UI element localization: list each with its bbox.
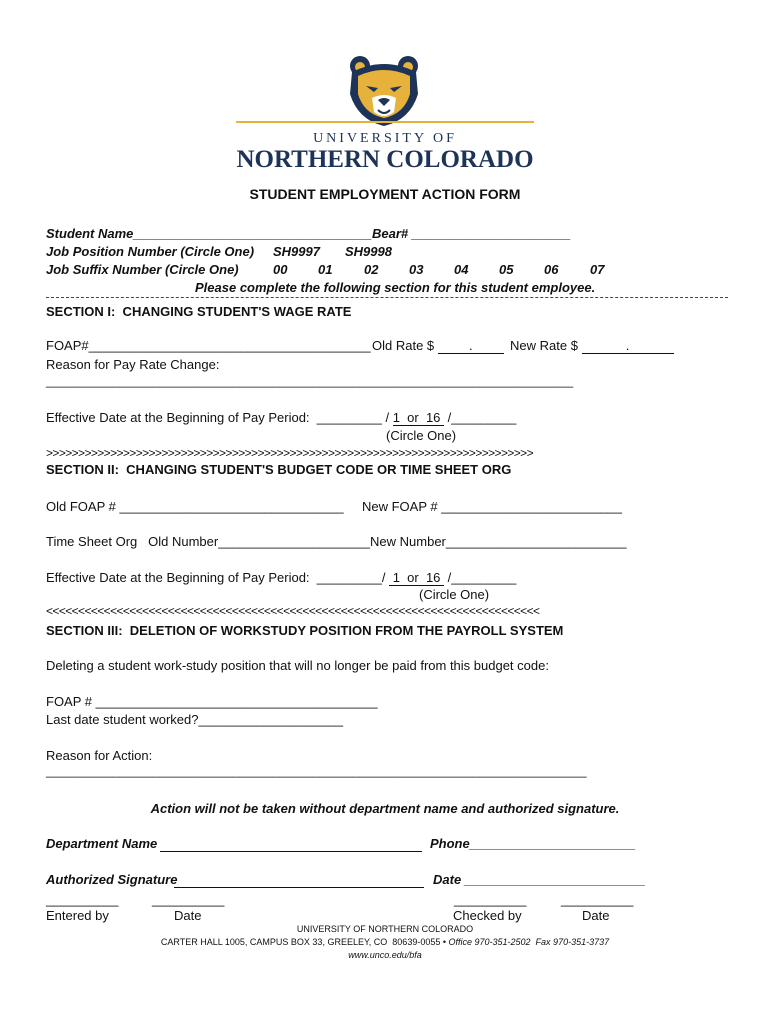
last-date-label: Last date student worked? [46,712,199,727]
old-foap-label: Old FOAP # [46,499,120,514]
circle-one-note: (Circle One) [419,587,490,602]
effective-date-blank[interactable]: _________ [451,570,517,585]
footer-website[interactable]: www.unco.edu/bfa [348,950,422,960]
foap-row [46,338,371,353]
foap-field[interactable]: _______________________________________ [88,338,371,353]
effective-date-blank[interactable]: _________ [316,410,382,425]
new-foap-field[interactable]: _________________________ [441,499,622,514]
date-row [433,872,646,887]
arrow-divider: >>>>>>>>>>>>>>>>>>>>>>>>>>>>>>>>>>>>>>>>>>>>>>>>>>>>>>>>>>>>>>>>>>>>>>>>>>>> [46,446,533,460]
effective-date-row-2: Effective Date at the Beginning of Pay Period: _________/ 1 or 16 /_________ [46,570,517,585]
phone-label: Phone [430,836,470,851]
northern-colorado-text: NORTHERN COLORADO [236,146,534,173]
suffix-option[interactable]: 01 [318,262,333,277]
new-foap-row [362,499,622,514]
effective-date-row: Effective Date at the Beginning of Pay Period: _________ / 1 or 16 /_________ [46,410,517,425]
instruction-text: Please complete the following section for this student employee. [195,280,596,295]
footer-address: CARTER HALL 1005, CAMPUS BOX 33, GREELEY, CO 80639-0055 • Office 970-351-2502 Fax 970-351-3737 [160,937,610,947]
reason-action-label: Reason for Action: [46,748,153,763]
auth-sig-label: Authorized Signature [46,872,182,887]
entered-date-line[interactable]: __________ [152,892,225,907]
suffix-option[interactable]: 05 [499,262,514,277]
position-option[interactable]: SH9998 [345,244,392,259]
new-number-field[interactable]: _________________________ [445,534,627,549]
old-rate-label: Old Rate $ [372,338,435,353]
effective-date-label: Effective Date at the Beginning of Pay Period: [46,410,310,425]
suffix-option[interactable]: 03 [409,262,424,277]
dept-field[interactable] [160,851,422,852]
phone-row [430,836,636,851]
new-rate-label: New Rate $ [510,338,578,353]
old-number-field[interactable]: _____________________ [218,534,371,549]
auth-sig-field[interactable] [174,887,424,888]
suffix-option[interactable]: 00 [273,262,288,277]
suffix-option[interactable]: 02 [364,262,379,277]
suffix-option[interactable]: 07 [590,262,605,277]
foap-label: FOAP # [46,694,96,709]
effective-date-label: Effective Date at the Beginning of Pay Period: [46,570,310,585]
foap-row-3 [46,694,378,709]
bear-logo-icon [346,54,422,128]
entered-by-line[interactable]: __________ [46,892,119,907]
arrow-divider: <<<<<<<<<<<<<<<<<<<<<<<<<<<<<<<<<<<<<<<<<<<<<<<<<<<<<<<<<<<<<<<<<<<<<<<<<<<<< [46,604,540,618]
dashed-divider [46,297,728,298]
pay-period-1-option[interactable]: 1 or 16 [393,410,444,426]
dept-label: Department Name [46,836,161,851]
university-of-text: UNIVERSITY OF [313,131,457,146]
bear-label: Bear# [372,226,412,241]
deleting-text: Deleting a student work-study position that will no longer be paid from this budget code: [46,658,549,673]
section1-title: SECTION I: CHANGING STUDENT'S WAGE RATE [46,304,352,319]
entered-by-label: Entered by [46,908,109,923]
section3-title: SECTION III: DELETION OF WORKSTUDY POSITION FROM THE PAYROLL SYSTEM [46,623,564,638]
job-position-label: Job Position Number (Circle One) [46,244,255,259]
last-date-row [46,712,343,727]
checked-by-line[interactable]: __________ [454,892,527,907]
checked-date-line[interactable]: __________ [561,892,634,907]
old-rate-row [372,338,504,354]
last-date-field[interactable]: ____________________ [198,712,344,727]
effective-date-blank[interactable]: _________ [316,570,382,585]
section2-title: SECTION II: CHANGING STUDENT'S BUDGET CODE OR TIME SHEET ORG [46,462,512,477]
date-label: Date [433,872,465,887]
suffix-option[interactable]: 06 [544,262,559,277]
student-name-label: Student Name [46,226,134,241]
bear-field[interactable]: ______________________ [411,226,571,241]
old-foap-row [46,499,344,514]
phone-field[interactable]: _______________________ [469,836,637,851]
job-suffix-label: Job Suffix Number (Circle One) [46,262,239,277]
date-field[interactable]: _________________________ [464,872,646,887]
warning-text: Action will not be taken without department name and authorized signature. [150,801,620,816]
reason-pay-label: Reason for Pay Rate Change: [46,357,220,372]
foap-label: FOAP# [46,338,89,353]
checked-by-label: Checked by [453,908,522,923]
form-title: STUDENT EMPLOYMENT ACTION FORM [249,186,521,202]
reason-action-field[interactable]: _________________________________________________________________________________ [46,764,587,778]
new-rate-row [510,338,674,354]
pay-period-options[interactable]: 1 or 16 [389,570,445,585]
new-foap-label: New FOAP # [362,499,442,514]
student-name-row [46,226,571,241]
new-number-label: New Number [370,534,446,549]
student-name-field[interactable]: _________________________________ [133,226,372,241]
timesheet-row [46,534,627,549]
foap-field[interactable]: _______________________________________ [95,694,378,709]
effective-date-blank[interactable]: _________ [451,410,517,425]
timesheet-label: Time Sheet Org Old Number [46,534,219,549]
suffix-option[interactable]: 04 [454,262,469,277]
logo-divider [236,121,534,123]
checked-date-label: Date [582,908,610,923]
old-rate-field[interactable]: . [438,338,504,354]
reason-pay-field[interactable]: _______________________________________________________________________________ [46,374,574,388]
new-rate-field[interactable]: . [582,338,674,354]
circle-one-note: (Circle One) [386,428,457,443]
old-foap-field[interactable]: _______________________________ [119,499,344,514]
position-option[interactable]: SH9997 [273,244,320,259]
footer-university: UNIVERSITY OF NORTHERN COLORADO [296,924,474,934]
entered-date-label: Date [174,908,202,923]
